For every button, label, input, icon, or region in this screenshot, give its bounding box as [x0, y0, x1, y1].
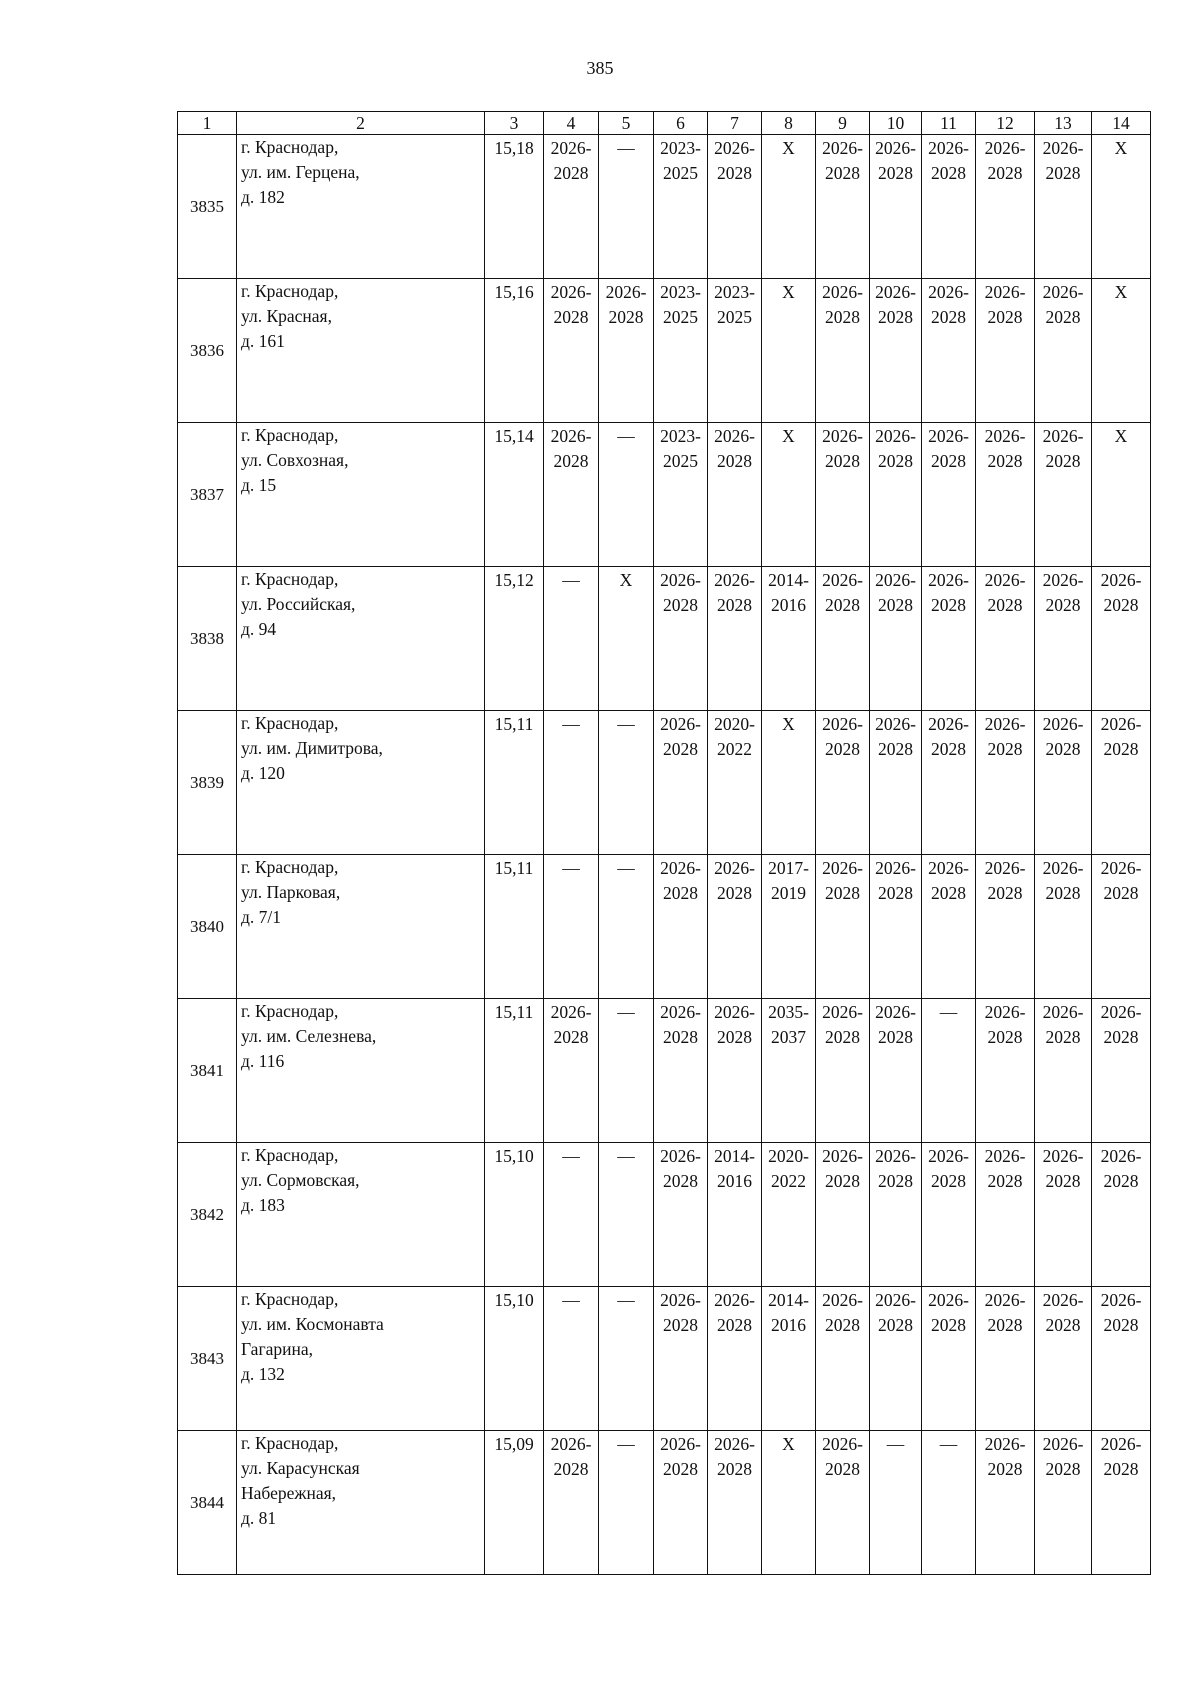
- address-line: ул. Российская,: [241, 594, 356, 614]
- address-cell: [237, 855, 485, 999]
- period-cell-col-8: X: [762, 279, 816, 423]
- address-line: г. Краснодар,: [241, 713, 339, 733]
- period-cell-col-7: 2026- 2028: [708, 423, 762, 567]
- period-cell-col-11: 2026- 2028: [922, 567, 976, 711]
- table-row: [178, 855, 1151, 999]
- period-cell-col-9: 2026- 2028: [816, 999, 870, 1143]
- period-cell-col-6: 2023- 2025: [654, 135, 708, 279]
- period-cell-col-14: 2026- 2028: [1092, 1143, 1151, 1287]
- period-cell-col-6: 2026- 2028: [654, 711, 708, 855]
- table-row: [178, 1431, 1151, 1575]
- address-line: ул. Парковая,: [241, 882, 341, 902]
- period-cell-col-8: X: [762, 423, 816, 567]
- period-cell-col-5: —: [599, 1431, 654, 1575]
- period-cell-col-8: 2014- 2016: [762, 567, 816, 711]
- period-cell-col-6: 2026- 2028: [654, 1431, 708, 1575]
- period-cell-col-14: 2026- 2028: [1092, 1287, 1151, 1431]
- period-cell-col-14: 2026- 2028: [1092, 1431, 1151, 1575]
- period-cell-col-5: —: [599, 135, 654, 279]
- period-cell-col-14: 2026- 2028: [1092, 567, 1151, 711]
- period-cell-col-11: 2026- 2028: [922, 423, 976, 567]
- period-cell-col-10: 2026- 2028: [870, 423, 922, 567]
- address-cell: [237, 1287, 485, 1431]
- period-cell-col-7: 2020- 2022: [708, 711, 762, 855]
- area-cell: 15,11: [485, 999, 544, 1143]
- period-cell-col-12: 2026- 2028: [976, 855, 1035, 999]
- period-cell-col-4: 2026- 2028: [544, 1431, 599, 1575]
- address-line: ул. Красная,: [241, 306, 332, 326]
- area-cell: 15,09: [485, 1431, 544, 1575]
- period-cell-col-12: 2026- 2028: [976, 1431, 1035, 1575]
- row-number: 3838: [178, 567, 237, 711]
- period-cell-col-10: 2026- 2028: [870, 279, 922, 423]
- address-line: ул. им. Герцена,: [241, 162, 360, 182]
- address-cell: [237, 279, 485, 423]
- period-cell-col-10: 2026- 2028: [870, 1287, 922, 1431]
- table-row: [178, 999, 1151, 1143]
- area-cell: 15,18: [485, 135, 544, 279]
- period-cell-col-6: 2023- 2025: [654, 279, 708, 423]
- address-line: ул. Карасунская: [241, 1458, 360, 1478]
- period-cell-col-11: 2026- 2028: [922, 855, 976, 999]
- period-cell-col-4: —: [544, 855, 599, 999]
- table-row: [178, 135, 1151, 279]
- area-cell: 15,11: [485, 855, 544, 999]
- period-cell-col-9: 2026- 2028: [816, 135, 870, 279]
- period-cell-col-4: —: [544, 711, 599, 855]
- address-line: г. Краснодар,: [241, 425, 339, 445]
- period-cell-col-14: 2026- 2028: [1092, 999, 1151, 1143]
- period-cell-col-14: X: [1092, 423, 1151, 567]
- period-cell-col-11: 2026- 2028: [922, 1143, 976, 1287]
- address-line: д. 15: [241, 475, 277, 495]
- address-line: Гагарина,: [241, 1339, 314, 1359]
- period-cell-col-12: 2026- 2028: [976, 567, 1035, 711]
- address-line: г. Краснодар,: [241, 1289, 339, 1309]
- table-row: [178, 423, 1151, 567]
- period-cell-col-4: —: [544, 567, 599, 711]
- address-line: г. Краснодар,: [241, 281, 339, 301]
- period-cell-col-12: 2026- 2028: [976, 135, 1035, 279]
- period-cell-col-12: 2026- 2028: [976, 1287, 1035, 1431]
- period-cell-col-13: 2026- 2028: [1035, 423, 1092, 567]
- period-cell-col-12: 2026- 2028: [976, 711, 1035, 855]
- period-cell-col-6: 2023- 2025: [654, 423, 708, 567]
- row-number: 3843: [178, 1287, 237, 1431]
- address-cell: [237, 999, 485, 1143]
- column-header-10: 10: [870, 112, 922, 135]
- period-cell-col-5: —: [599, 711, 654, 855]
- period-cell-col-10: 2026- 2028: [870, 999, 922, 1143]
- address-line: г. Краснодар,: [241, 1145, 339, 1165]
- address-line: г. Краснодар,: [241, 569, 339, 589]
- column-header-9: 9: [816, 112, 870, 135]
- period-cell-col-5: —: [599, 855, 654, 999]
- period-cell-col-14: X: [1092, 135, 1151, 279]
- period-cell-col-13: 2026- 2028: [1035, 855, 1092, 999]
- period-cell-col-13: 2026- 2028: [1035, 1287, 1092, 1431]
- period-cell-col-4: —: [544, 1143, 599, 1287]
- address-line: д. 182: [241, 187, 285, 207]
- row-number: 3841: [178, 999, 237, 1143]
- period-cell-col-14: 2026- 2028: [1092, 855, 1151, 999]
- column-header-11: 11: [922, 112, 976, 135]
- period-cell-col-9: 2026- 2028: [816, 711, 870, 855]
- period-cell-col-12: 2026- 2028: [976, 1143, 1035, 1287]
- period-cell-col-13: 2026- 2028: [1035, 279, 1092, 423]
- period-cell-col-8: 2035- 2037: [762, 999, 816, 1143]
- period-cell-col-5: —: [599, 1143, 654, 1287]
- period-cell-col-9: 2026- 2028: [816, 1431, 870, 1575]
- table-row: [178, 279, 1151, 423]
- period-cell-col-10: 2026- 2028: [870, 1143, 922, 1287]
- area-cell: 15,16: [485, 279, 544, 423]
- address-line: ул. им. Космонавта: [241, 1314, 384, 1334]
- period-cell-col-4: 2026- 2028: [544, 135, 599, 279]
- address-line: д. 94: [241, 619, 277, 639]
- page-number: 385: [586, 58, 614, 78]
- column-header-6: 6: [654, 112, 708, 135]
- period-cell-col-6: 2026- 2028: [654, 567, 708, 711]
- row-number: 3836: [178, 279, 237, 423]
- period-cell-col-6: 2026- 2028: [654, 855, 708, 999]
- period-cell-col-6: 2026- 2028: [654, 1143, 708, 1287]
- period-cell-col-8: 2014- 2016: [762, 1287, 816, 1431]
- period-cell-col-11: 2026- 2028: [922, 279, 976, 423]
- area-cell: 15,10: [485, 1287, 544, 1431]
- period-cell-col-8: X: [762, 711, 816, 855]
- address-line: д. 116: [241, 1051, 285, 1071]
- table-row: [178, 711, 1151, 855]
- period-cell-col-14: X: [1092, 279, 1151, 423]
- address-line: д. 81: [241, 1508, 277, 1528]
- address-line: д. 132: [241, 1364, 285, 1384]
- period-cell-col-7: 2026- 2028: [708, 855, 762, 999]
- area-cell: 15,10: [485, 1143, 544, 1287]
- period-cell-col-12: 2026- 2028: [976, 999, 1035, 1143]
- period-cell-col-11: 2026- 2028: [922, 711, 976, 855]
- period-cell-col-9: 2026- 2028: [816, 567, 870, 711]
- address-cell: [237, 567, 485, 711]
- period-cell-col-8: X: [762, 135, 816, 279]
- row-number: 3842: [178, 1143, 237, 1287]
- column-header-4: 4: [544, 112, 599, 135]
- period-cell-col-13: 2026- 2028: [1035, 135, 1092, 279]
- address-line: д. 120: [241, 763, 285, 783]
- address-cell: [237, 1431, 485, 1575]
- period-cell-col-11: —: [922, 1431, 976, 1575]
- address-cell: [237, 135, 485, 279]
- period-cell-col-9: 2026- 2028: [816, 1287, 870, 1431]
- column-header-3: 3: [485, 112, 544, 135]
- period-cell-col-13: 2026- 2028: [1035, 567, 1092, 711]
- table-row: [178, 567, 1151, 711]
- period-cell-col-8: 2020- 2022: [762, 1143, 816, 1287]
- address-cell: [237, 1143, 485, 1287]
- address-line: д. 7/1: [241, 907, 282, 927]
- period-cell-col-4: —: [544, 1287, 599, 1431]
- row-number: 3837: [178, 423, 237, 567]
- period-cell-col-5: —: [599, 423, 654, 567]
- column-header-2: 2: [237, 112, 485, 135]
- column-header-8: 8: [762, 112, 816, 135]
- period-cell-col-11: —: [922, 999, 976, 1143]
- address-line: ул. Сормовская,: [241, 1170, 360, 1190]
- period-cell-col-5: X: [599, 567, 654, 711]
- period-cell-col-9: 2026- 2028: [816, 279, 870, 423]
- address-line: ул. Совхозная,: [241, 450, 349, 470]
- period-cell-col-5: —: [599, 1287, 654, 1431]
- row-number: 3839: [178, 711, 237, 855]
- column-header-14: 14: [1092, 112, 1151, 135]
- period-cell-col-13: 2026- 2028: [1035, 999, 1092, 1143]
- period-cell-col-9: 2026- 2028: [816, 855, 870, 999]
- period-cell-col-6: 2026- 2028: [654, 999, 708, 1143]
- period-cell-col-13: 2026- 2028: [1035, 711, 1092, 855]
- period-cell-col-7: 2026- 2028: [708, 567, 762, 711]
- register-table: [177, 111, 1151, 1575]
- period-cell-col-7: 2026- 2028: [708, 1431, 762, 1575]
- period-cell-col-8: X: [762, 1431, 816, 1575]
- period-cell-col-9: 2026- 2028: [816, 1143, 870, 1287]
- period-cell-col-10: 2026- 2028: [870, 567, 922, 711]
- address-line: ул. им. Димитрова,: [241, 738, 383, 758]
- period-cell-col-7: 2026- 2028: [708, 999, 762, 1143]
- column-header-7: 7: [708, 112, 762, 135]
- period-cell-col-11: 2026- 2028: [922, 135, 976, 279]
- address-line: г. Краснодар,: [241, 1433, 339, 1453]
- address-line: ул. им. Селезнева,: [241, 1026, 377, 1046]
- period-cell-col-4: 2026- 2028: [544, 999, 599, 1143]
- period-cell-col-11: 2026- 2028: [922, 1287, 976, 1431]
- period-cell-col-12: 2026- 2028: [976, 423, 1035, 567]
- period-cell-col-10: 2026- 2028: [870, 855, 922, 999]
- table-body: [178, 135, 1151, 1575]
- period-cell-col-7: 2014- 2016: [708, 1143, 762, 1287]
- table-row: [178, 1287, 1151, 1431]
- period-cell-col-9: 2026- 2028: [816, 423, 870, 567]
- period-cell-col-5: —: [599, 999, 654, 1143]
- period-cell-col-7: 2026- 2028: [708, 135, 762, 279]
- column-header-1: 1: [178, 112, 237, 135]
- column-header-13: 13: [1035, 112, 1092, 135]
- address-line: д. 161: [241, 331, 285, 351]
- period-cell-col-10: 2026- 2028: [870, 711, 922, 855]
- row-number: 3844: [178, 1431, 237, 1575]
- area-cell: 15,11: [485, 711, 544, 855]
- period-cell-col-12: 2026- 2028: [976, 279, 1035, 423]
- period-cell-col-7: 2023- 2025: [708, 279, 762, 423]
- table-row: [178, 1143, 1151, 1287]
- address-cell: [237, 423, 485, 567]
- period-cell-col-13: 2026- 2028: [1035, 1143, 1092, 1287]
- period-cell-col-14: 2026- 2028: [1092, 711, 1151, 855]
- column-header-12: 12: [976, 112, 1035, 135]
- period-cell-col-7: 2026- 2028: [708, 1287, 762, 1431]
- period-cell-col-5: 2026- 2028: [599, 279, 654, 423]
- period-cell-col-8: 2017- 2019: [762, 855, 816, 999]
- address-cell: [237, 711, 485, 855]
- address-line: д. 183: [241, 1195, 285, 1215]
- column-header-5: 5: [599, 112, 654, 135]
- period-cell-col-4: 2026- 2028: [544, 279, 599, 423]
- row-number: 3835: [178, 135, 237, 279]
- period-cell-col-6: 2026- 2028: [654, 1287, 708, 1431]
- row-number: 3840: [178, 855, 237, 999]
- period-cell-col-10: 2026- 2028: [870, 135, 922, 279]
- address-line: г. Краснодар,: [241, 1001, 339, 1021]
- area-cell: 15,12: [485, 567, 544, 711]
- area-cell: 15,14: [485, 423, 544, 567]
- address-line: Набережная,: [241, 1483, 337, 1503]
- address-line: г. Краснодар,: [241, 857, 339, 877]
- period-cell-col-13: 2026- 2028: [1035, 1431, 1092, 1575]
- header-row: [178, 112, 1151, 135]
- period-cell-col-10: —: [870, 1431, 922, 1575]
- address-line: г. Краснодар,: [241, 137, 339, 157]
- period-cell-col-4: 2026- 2028: [544, 423, 599, 567]
